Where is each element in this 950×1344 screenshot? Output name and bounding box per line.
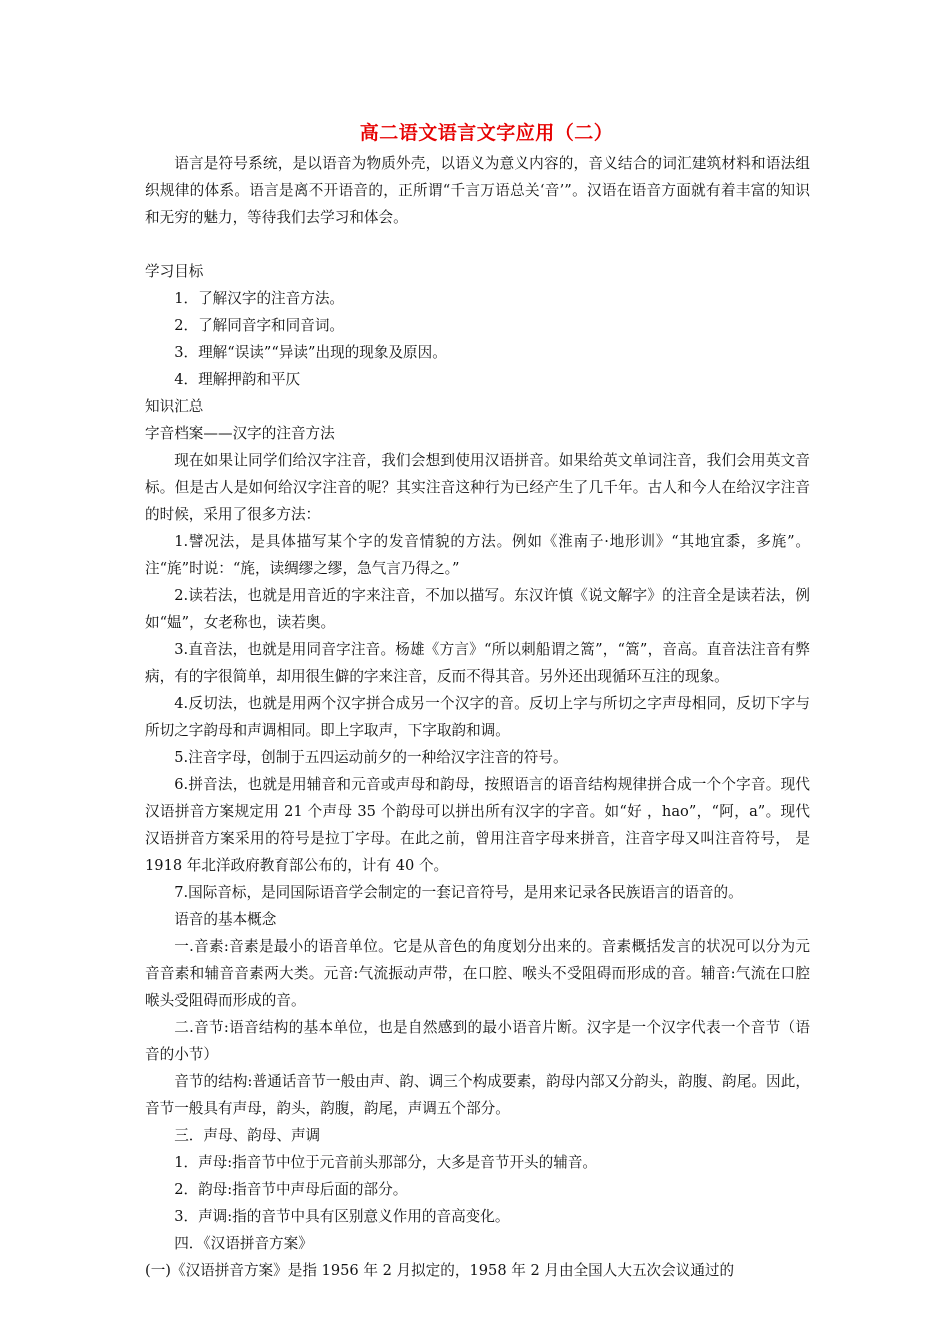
section2-paragraph: 三．声母、韵母、声调: [174, 1127, 321, 1144]
section2-paragraph: 2．韵母:指音节中声母后面的部分。: [174, 1181, 408, 1198]
last-line: (一)《汉语拼音方案》是指 1956 年 2 月拟定的，1958 年 2 月由全国人大五次会议通过的: [145, 1262, 735, 1279]
section1-paragraph: 现在如果让同学们给汉字注音，我们会想到使用汉语拼音。如果给英文单词注音，我们会用英文音标。但是古人是如何给汉字注音的呢？其实注音这种行为已经产生了几千年。古人和今人在给汉字注音的时候，采用了很多方法：: [145, 452, 810, 523]
knowledge-heading: 知识汇总: [145, 398, 204, 415]
goals-heading: 学习目标: [145, 263, 204, 280]
section1-paragraph: 5.注音字母，创制于五四运动前夕的一种给汉字注音的符号。: [174, 749, 568, 766]
section2-paragraph: 一.音素:音素是最小的语音单位。它是从音色的角度划分出来的。音素概括发言的状况可以分为元音音素和辅音音素两大类。元音:气流振动声带，在口腔、喉头不受阻碍而形成的音。辅音:气流在口腔喉头受阻碍而形成的音。: [145, 938, 810, 1009]
section2-paragraph: 音节的结构:普通话音节一般由声、韵、调三个构成要素，韵母内部又分韵头，韵腹、韵尾。因此，音节一般具有声母，韵头，韵腹，韵尾，声调五个部分。: [145, 1073, 810, 1117]
intro-paragraph: 语言是符号系统，是以语音为物质外壳，以语义为意义内容的，音义结合的词汇建筑材料和语法组织规律的体系。语言是离不开语音的，正所谓“千言万语总关‘音’”。汉语在语音方面就有着丰富的知识和无穷的魅力，等待我们去学习和体会。: [145, 155, 810, 226]
spacer: [145, 231, 810, 258]
goal-item: 4．理解押韵和平仄: [174, 371, 301, 388]
section1-paragraph: 2.读若法，也就是用音近的字来注音，不加以描写。东汉许慎《说文解字》的注音全是读若法，例如“媪”，女老称也，读若奥。: [145, 587, 810, 631]
section2-paragraph: 1．声母:指音节中位于元音前头那部分，大多是音节开头的辅音。: [174, 1154, 598, 1171]
section1-paragraph: 1.譬况法，是具体描写某个字的发音情貌的方法。例如《淮南子·地形训》“其地宜黍，多旄”。注“旄”时说：“旄，读绸缪之缪，急气言乃得之。”: [145, 533, 810, 577]
section1-paragraph: 4.反切法，也就是用两个汉字拼合成另一个汉字的音。反切上字与所切之字声母相同，反切下字与所切之字韵母和声调相同。即上字取声，下字取韵和调。: [145, 695, 810, 739]
section1-paragraph: 3.直音法，也就是用同音字注音。杨雄《方言》“所以刺船谓之篙”，“篙”，音高。直音法注音有弊病，有的字很简单，却用很生僻的字来注音，反而不得其音。另外还出现循环互注的现象。: [145, 641, 810, 685]
section1-heading: 字音档案——汉字的注音方法: [145, 425, 335, 442]
section1-paragraph: 7.国际音标，是同国际语音学会制定的一套记音符号，是用来记录各民族语言的语音的。: [174, 884, 743, 901]
goal-item: 3．理解“误读”“异读”出现的现象及原因。: [174, 344, 447, 361]
section2-paragraph: 3．声调:指的音节中具有区别意义作用的音高变化。: [174, 1208, 510, 1225]
section2-paragraph: 四．《汉语拼音方案》: [174, 1235, 313, 1252]
document-title: 高二语文语言文字应用（二）: [359, 122, 614, 144]
section2-paragraph: 二.音节:语音结构的基本单位，也是自然感到的最小语音片断。汉字是一个汉字代表一个音节（语音的小节）: [145, 1019, 810, 1063]
goal-item: 1．了解汉字的注音方法。: [174, 290, 345, 307]
section1-paragraph: 6.拼音法，也就是用辅音和元音或声母和韵母，按照语言的语音结构规律拼合成一个个字音。现代汉语拼音方案规定用 21 个声母 35 个韵母可以拼出所有汉字的字音。如“好 ，hao”，“阿，a”。现代汉语拼音方案采用的符号是拉丁字母。在此之前，曾用注音字母来拼音，注音字母又叫注音符号， 是 1918 年北洋政府教育部公布的，计有 40 个。: [145, 776, 810, 874]
goal-item: 2．了解同音字和同音词。: [174, 317, 345, 334]
section2-heading: 语音的基本概念: [174, 911, 277, 928]
